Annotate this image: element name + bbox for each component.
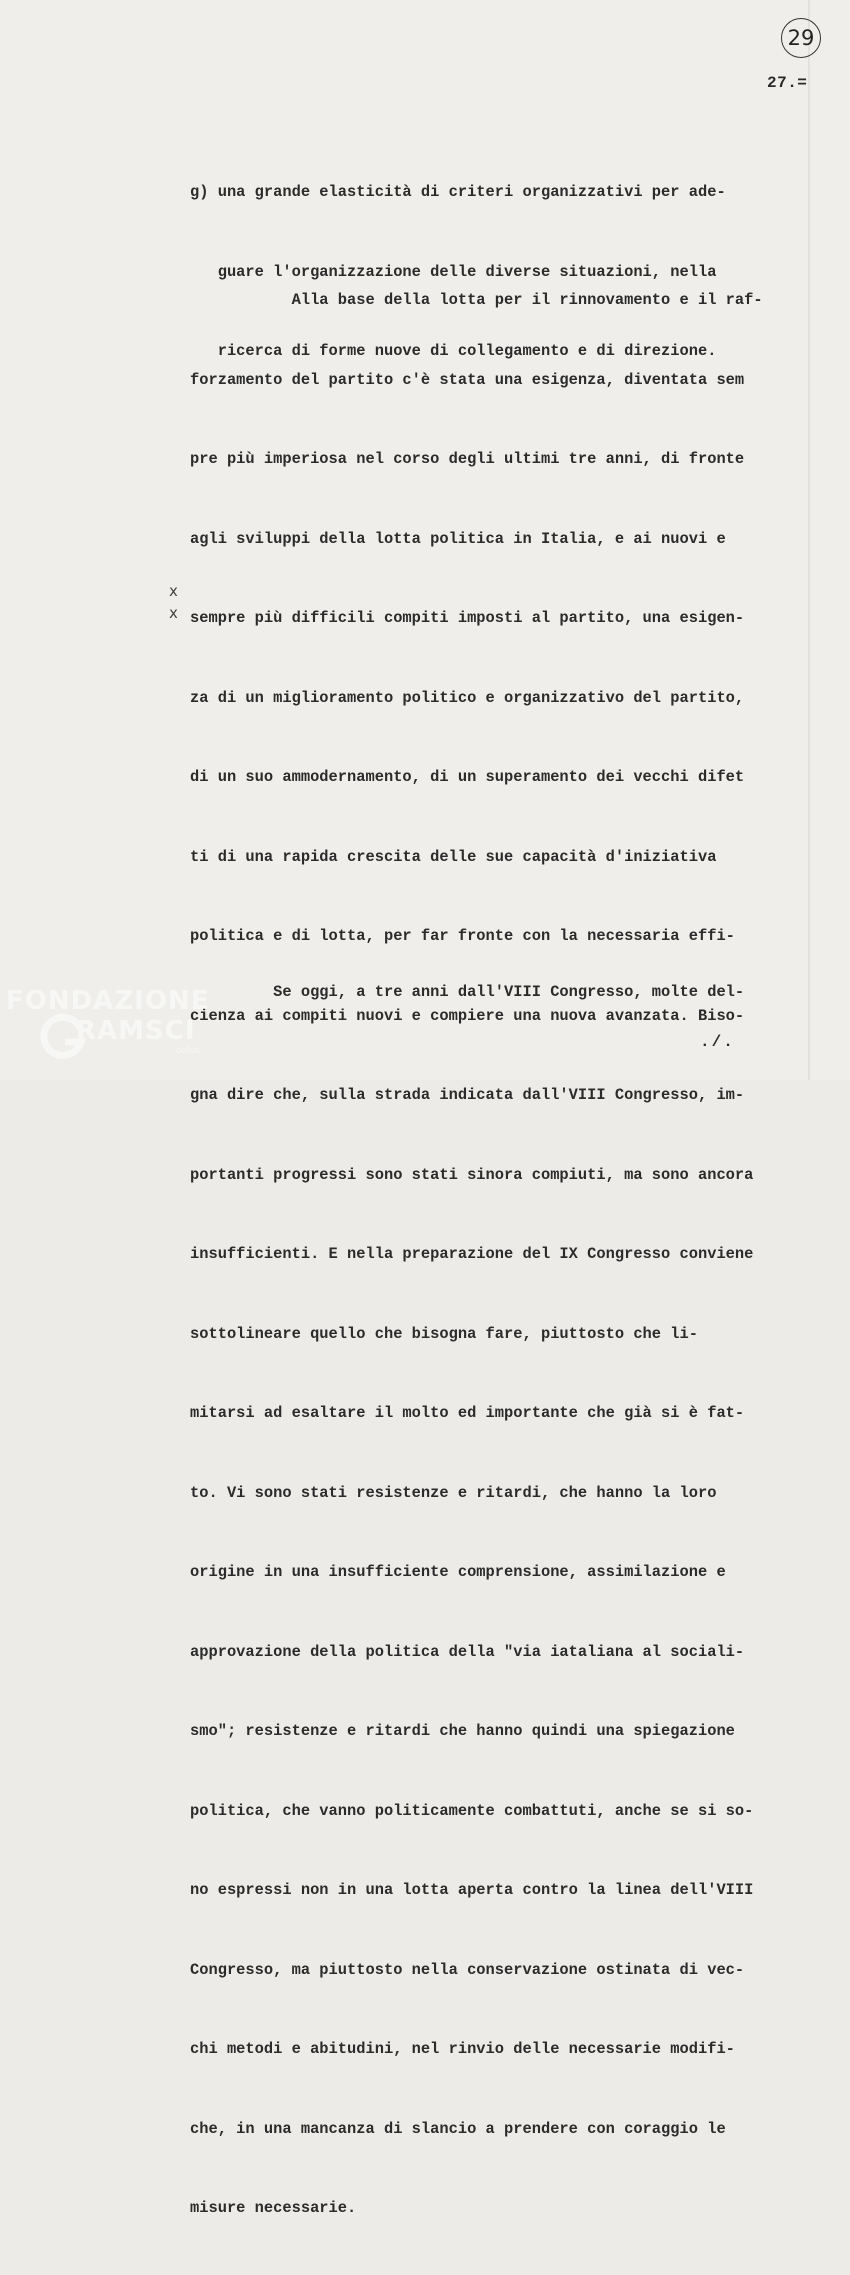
watermark-line2: RAMSCI [76,1016,196,1046]
fondazione-gramsci-watermark [6,986,216,1066]
text-line: agli sviluppi della lotta politica in Italia, e ai nuovi e [190,529,726,548]
text-line: Se oggi, a tre anni dall'VIII Congresso, molte del- [190,983,745,1001]
text-line: insufficienti. E nella preparazione del IX Congresso conviene [190,1245,754,1263]
text-line: approvazione della politica della "via iataliana al sociali- [190,1642,745,1661]
text-line: forzamento del partito c'è stata una esigenza, diventata sem [190,370,745,389]
text-line: politica, che vanno politicamente combattuti, anche se si so- [190,1801,754,1820]
text-line: chi metodi e abitudini, nel rinvio delle necessarie modifi- [190,2040,735,2058]
text-line: sottolineare quello che bisogna fare, piuttosto che li- [190,1324,698,1343]
text-line: cienza ai compiti nuovi e compiere una nuova avanzata. Biso- [190,1006,745,1025]
text-line: che, in una mancanza di slancio a prendere con coraggio le [190,2119,726,2138]
text-line: misure necessarie. [190,2199,357,2217]
text-line: to. Vi sono stati resistenze e ritardi, che hanno la loro [190,1483,717,1502]
text-line: di un suo ammodernamento, di un superamento dei vecchi difet [190,768,745,786]
text-line: ricerca di forme nuove di collegamento e di direzione. [190,342,717,360]
text-line: g) una grande elasticità di criteri organizzativi per ade- [190,183,726,201]
circled-number: 29 [787,26,815,50]
text-line: gna dire che, sulla strada indicata dall'VIII Congresso, im- [190,1086,745,1104]
text-line: smo"; resistenze e ritardi che hanno quindi una spiegazione [190,1722,735,1740]
watermark-line1: FONDAZIONE [6,986,210,1016]
text-line: portanti progressi sono stati sinora compiuti, ma sono ancora [190,1165,754,1184]
text-line: za di un miglioramento politico e organizzativo del partito, [190,688,745,707]
circled-annotation [781,18,821,58]
margin-cross-mark: x [169,582,178,600]
margin-cross-mark: x [169,604,178,622]
text-line: origine in una insufficiente comprensione, assimilazione e [190,1563,726,1581]
margin-marks [169,580,178,624]
page-number: 27.= [767,74,808,92]
continuation-mark: ./. [700,1033,735,1051]
text-line: ti di una rapida crescita delle sue capacità d'iniziativa [190,847,717,866]
text-line: politica e di lotta, per far fronte con la necessaria effi- [190,927,735,945]
text-line: mitarsi ad esaltare il molto ed importante che già si è fat- [190,1404,745,1422]
text-line: sempre più difficili compiti imposti al partito, una esigen- [190,609,745,627]
text-line: pre più imperiosa nel corso degli ultimi tre anni, di fronte [190,450,745,468]
watermark-line3: onlus [176,1046,201,1056]
main-paragraph [190,234,810,2275]
text-line: guare l'organizzazione delle diverse situazioni, nella [190,262,717,281]
text-line: no espressi non in una lotta aperta contro la linea dell'VIII [190,1881,754,1899]
text-line: Alla base della lotta per il rinnovamento e il raf- [190,291,763,309]
text-line: Congresso, ma piuttosto nella conservazione ostinata di vec- [190,1960,745,1979]
